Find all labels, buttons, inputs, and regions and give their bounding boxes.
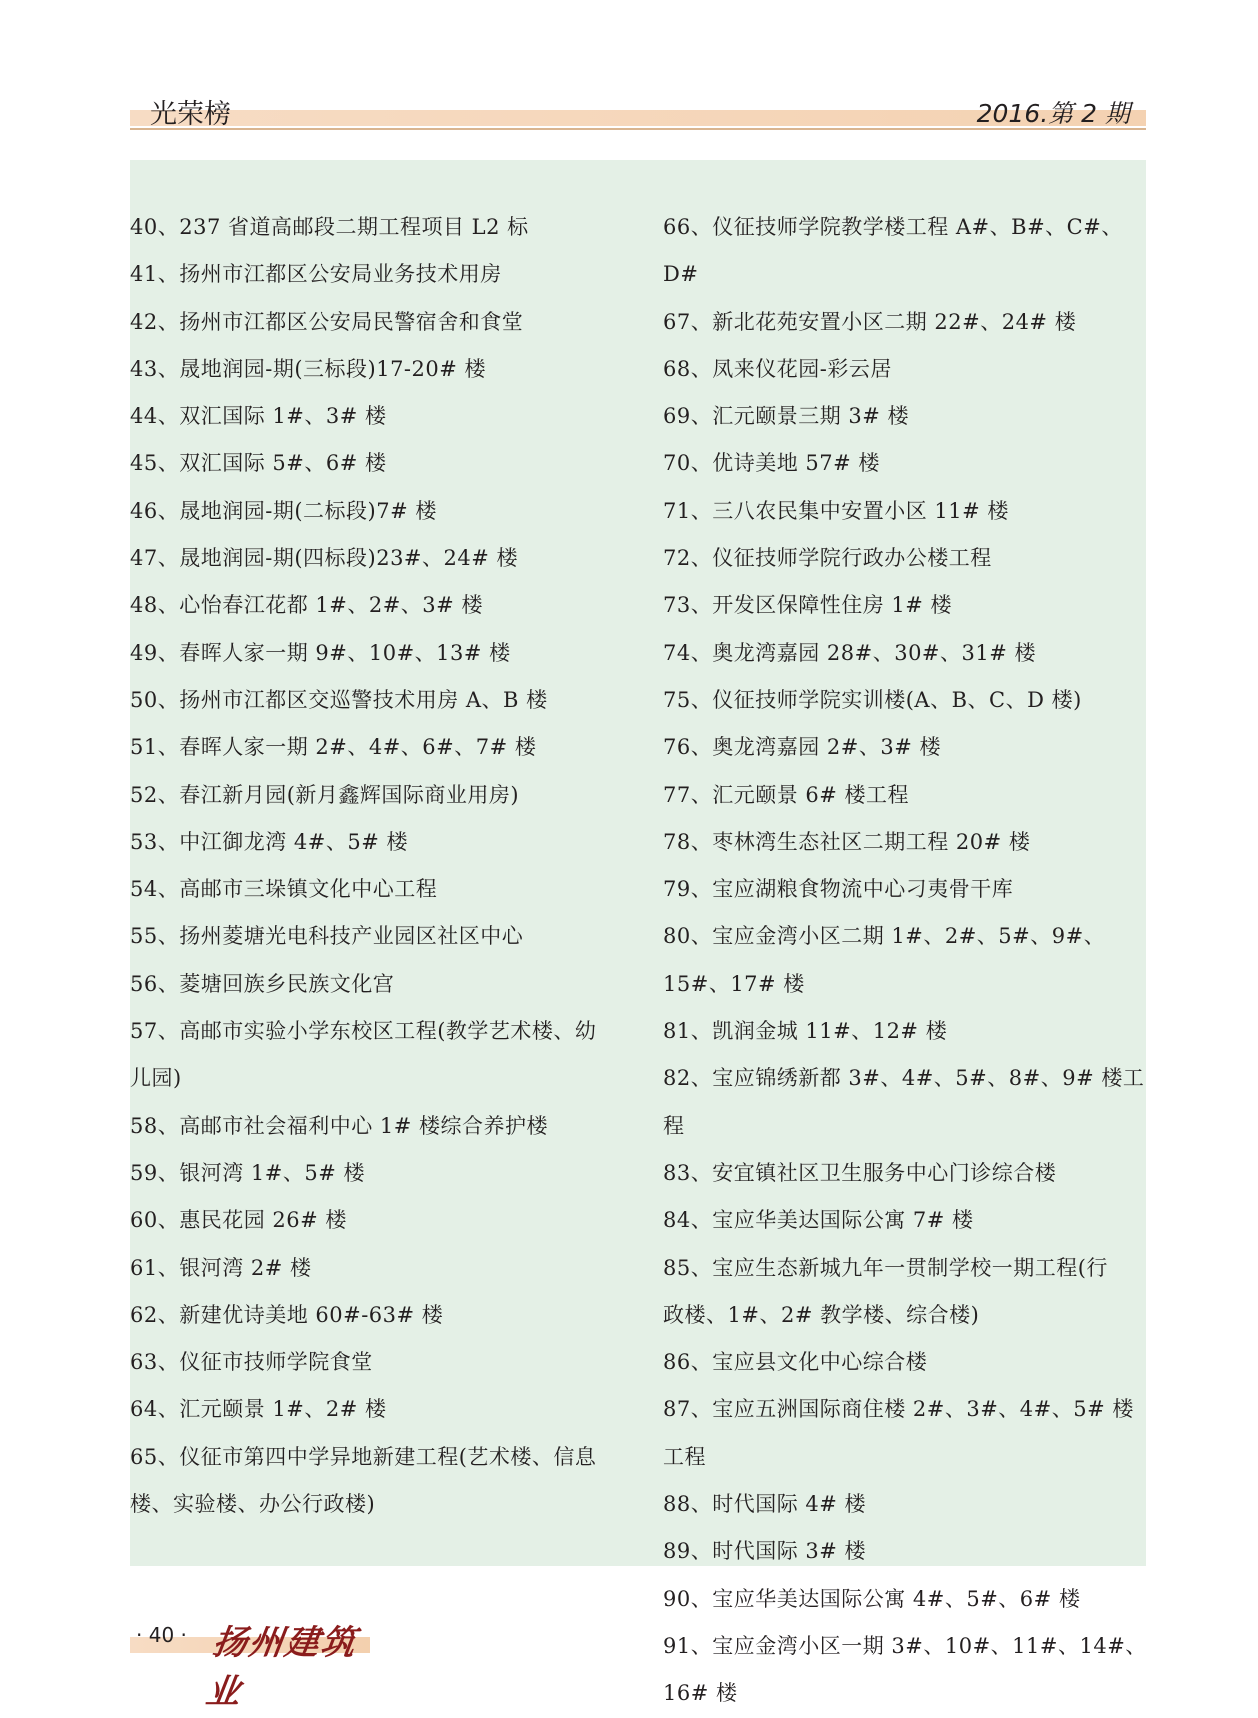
- list-item: 79、宝应湖粮食物流中心刁夷骨干库: [663, 877, 1014, 902]
- list-item: 65、仪征市第四中学异地新建工程(艺术楼、信息: [130, 1444, 597, 1469]
- list-item: 56、菱塘回族乡民族文化宫: [130, 971, 395, 996]
- list-item: 47、晟地润园-期(四标段)23#、24# 楼: [130, 546, 519, 571]
- list-item: 84、宝应华美达国际公寓 7# 楼: [663, 1208, 974, 1233]
- list-item: 58、高邮市社会福利中心 1# 楼综合养护楼: [130, 1113, 549, 1138]
- page-number: · 40 ·: [136, 1623, 187, 1647]
- list-item: 52、春江新月园(新月鑫辉国际商业用房): [130, 782, 520, 807]
- list-item: 66、仪征技师学院教学楼工程 A#、B#、C#、D#: [663, 215, 1123, 287]
- list-item: 53、中江御龙湾 4#、5# 楼: [130, 829, 408, 854]
- list-item: 76、奥龙湾嘉园 2#、3# 楼: [663, 735, 941, 760]
- list-item: 60、惠民花园 26# 楼: [130, 1208, 347, 1233]
- list-item: 59、银河湾 1#、5# 楼: [130, 1160, 365, 1185]
- list-item: 68、凤来仪花园-彩云居: [663, 356, 892, 381]
- list-item: 75、仪征技师学院实训楼(A、B、C、D 楼): [663, 687, 1082, 712]
- list-item: 儿园): [130, 1066, 182, 1091]
- list-item: 楼、实验楼、办公行政楼): [130, 1492, 376, 1517]
- list-item: 55、扬州菱塘光电科技产业园区社区中心: [130, 924, 524, 949]
- list-item: 政楼、1#、2# 教学楼、综合楼): [663, 1302, 980, 1327]
- list-item: 54、高邮市三垛镇文化中心工程: [130, 877, 438, 902]
- list-item: 85、宝应生态新城九年一贯制学校一期工程(行: [663, 1255, 1108, 1280]
- list-item: 42、扬州市江都区公安局民警宿舍和食堂: [130, 309, 524, 334]
- list-item: 89、时代国际 3# 楼: [663, 1539, 867, 1564]
- list-item: 83、安宜镇社区卫生服务中心门诊综合楼: [663, 1160, 1057, 1185]
- list-item: 82、宝应锦绣新都 3#、4#、5#、8#、9# 楼工程: [663, 1066, 1145, 1138]
- list-item: 51、春晖人家一期 2#、4#、6#、7# 楼: [130, 735, 537, 760]
- list-item: 69、汇元颐景三期 3# 楼: [663, 404, 910, 429]
- list-item: 81、凯润金城 11#、12# 楼: [663, 1019, 948, 1044]
- list-item: 64、汇元颐景 1#、2# 楼: [130, 1397, 387, 1422]
- list-item: 80、宝应金湾小区二期 1#、2#、5#、9#、15#、17# 楼: [663, 924, 1106, 996]
- list-item: 57、高邮市实验小学东校区工程(教学艺术楼、幼: [130, 1019, 597, 1044]
- list-item: 78、枣林湾生态社区二期工程 20# 楼: [663, 829, 1031, 854]
- list-item: 88、时代国际 4# 楼: [663, 1492, 867, 1517]
- magazine-logo: 扬州建筑业: [203, 1623, 360, 1712]
- list-item: 63、仪征市技师学院食堂: [130, 1350, 373, 1375]
- right-column: [663, 204, 1149, 1718]
- page-header: [130, 92, 1146, 132]
- list-item: 70、优诗美地 57# 楼: [663, 451, 880, 476]
- list-item: 50、扬州市江都区交巡警技术用房 A、B 楼: [130, 687, 548, 712]
- list-item: 90、宝应华美达国际公寓 4#、5#、6# 楼: [663, 1586, 1081, 1611]
- list-item: 77、汇元颐景 6# 楼工程: [663, 782, 910, 807]
- list-item: 87、宝应五洲国际商住楼 2#、3#、4#、5# 楼工程: [663, 1397, 1134, 1469]
- list-item: 48、心怡春江花都 1#、2#、3# 楼: [130, 593, 483, 618]
- list-item: 43、晟地润园-期(三标段)17-20# 楼: [130, 356, 487, 381]
- list-item: 61、银河湾 2# 楼: [130, 1255, 312, 1280]
- issue-label: 2016.第 2 期: [976, 99, 1130, 128]
- list-item: 41、扬州市江都区公安局业务技术用房: [130, 262, 502, 287]
- list-item: 49、春晖人家一期 9#、10#、13# 楼: [130, 640, 511, 665]
- list-item: 86、宝应县文化中心综合楼: [663, 1350, 928, 1375]
- section-title: 光荣榜: [150, 99, 231, 130]
- list-item: 40、237 省道高邮段二期工程项目 L2 标: [130, 215, 529, 239]
- list-item: 71、三八农民集中安置小区 11# 楼: [663, 498, 1009, 523]
- list-item: 62、新建优诗美地 60#-63# 楼: [130, 1302, 444, 1327]
- list-item: 91、宝应金湾小区一期 3#、10#、11#、14#、16# 楼: [663, 1633, 1147, 1706]
- list-item: 67、新北花苑安置小区二期 22#、24# 楼: [663, 309, 1077, 334]
- page-footer: [130, 1615, 370, 1712]
- list-item: 73、开发区保障性住房 1# 楼: [663, 593, 953, 618]
- list-item: 45、双汇国际 5#、6# 楼: [130, 451, 387, 476]
- list-item: 72、仪征技师学院行政办公楼工程: [663, 546, 992, 571]
- list-item: 74、奥龙湾嘉园 28#、30#、31# 楼: [663, 640, 1037, 665]
- list-item: 44、双汇国际 1#、3# 楼: [130, 404, 387, 429]
- left-column: [130, 204, 630, 1528]
- list-item: 46、晟地润园-期(二标段)7# 楼: [130, 498, 437, 523]
